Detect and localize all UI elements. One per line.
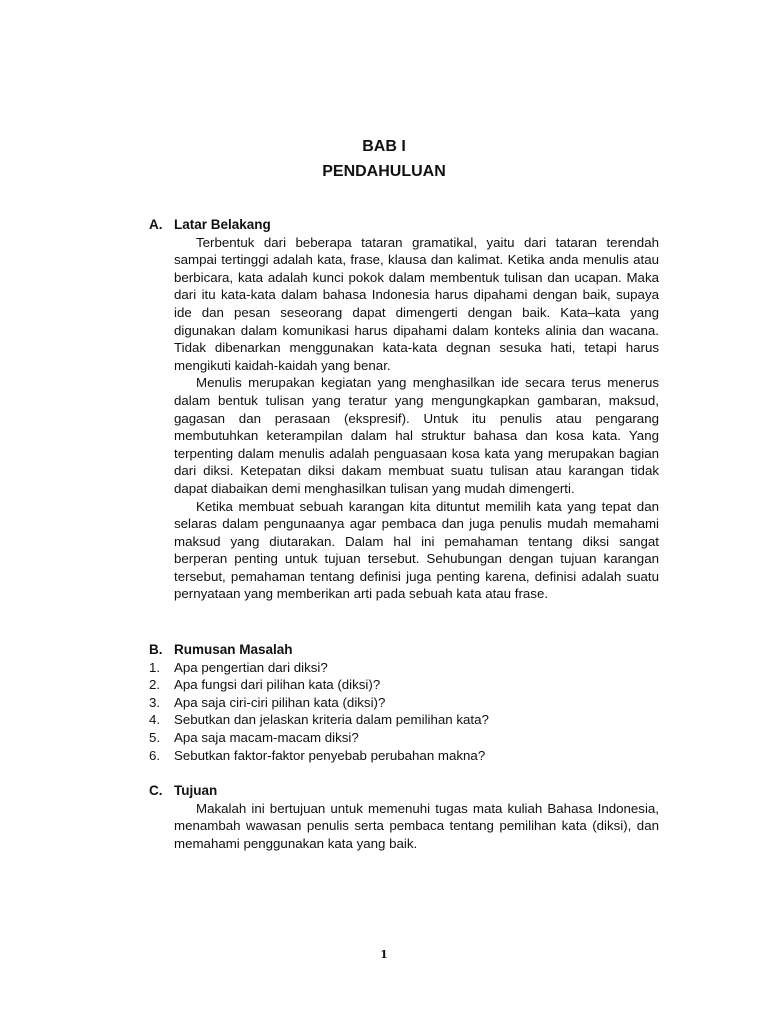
list-number: 5. — [149, 729, 161, 745]
section-heading — [149, 216, 659, 234]
list-item — [149, 694, 659, 712]
list-number: 2. — [149, 677, 161, 693]
section-title: Latar Belakang — [174, 217, 271, 232]
section-tujuan — [149, 782, 659, 852]
section-body — [174, 234, 659, 603]
paragraph: Makalah ini bertujuan untuk memenuhi tugas mata kuliah Bahasa Indonesia, menambah wawasan penulis serta pembaca tentang pemilihan kata (diksi), dan memahami penggunakan kata yang baik. — [174, 800, 659, 851]
page-number: 1 — [380, 948, 388, 961]
list-text: Sebutkan faktor-faktor penyebab perubahan makna? — [174, 747, 486, 763]
list-item — [149, 659, 659, 677]
list-item — [149, 747, 659, 765]
chapter-title: PENDAHULUAN — [322, 163, 446, 180]
section-title: Rumusan Masalah — [174, 642, 293, 657]
section-letter: C. — [149, 783, 163, 798]
list-item — [149, 711, 659, 729]
section-body — [174, 800, 659, 853]
section-latar-belakang — [149, 216, 659, 603]
question-list — [149, 659, 659, 765]
list-text: Apa pengertian dari diksi? — [174, 659, 328, 675]
list-text: Apa fungsi dari pilihan kata (diksi)? — [174, 677, 381, 693]
paragraph: Terbentuk dari beberapa tataran gramatikal, yaitu dari tataran terendah sampai tertinggi adalah kata, frase, klausa dan kalimat. Ketika anda menulis atau berbicara, kata adalah kunci pokok dalam membentuk tulisan dan ucapan. Maka dari itu kata-kata dalam bahasa Indonesia harus dipahami dengan baik, supaya ide dan pesan seseorang dapat dimengerti dengan baik. Kata–kata yang digunakan dalam komunikasi harus dipahami dalam konteks alinia dan wacana. Tidak dibenarkan menggunakan kata-kata degnan sesuka hati, tetapi harus mengikuti kaidah-kaidah yang benar. — [174, 234, 659, 373]
paragraph: Menulis merupakan kegiatan yang menghasilkan ide secara terus menerus dalam bentuk tulisan yang teratur yang mengungkapkan gambaran, maksud, gagasan dan perasaan (ekspresif). Untuk itu penulis atau pengarang membutuhkan keterampilan dalam hal struktur bahasa dan kosa kata. Yang terpenting dalam menulis adalah penguasaan kosa kata yang merupakan bagian dari diksi. Ketepatan diksi dakam membuat suatu tulisan atau karangan tidak dapat diabaikan demi menghasilkan tulisan yang mudah dimengerti. — [174, 375, 659, 496]
section-heading — [149, 782, 659, 800]
list-item — [149, 729, 659, 747]
list-number: 6. — [149, 747, 161, 763]
list-text: Apa saja ciri-ciri pilihan kata (diksi)? — [174, 694, 386, 710]
section-title: Tujuan — [174, 783, 218, 798]
chapter-number: BAB I — [362, 138, 406, 155]
section-letter: A. — [149, 217, 163, 232]
section-letter: B. — [149, 642, 163, 657]
list-number: 3. — [149, 694, 161, 710]
paragraph: Ketika membuat sebuah karangan kita dituntut memilih kata yang tepat dan selaras dalam pengunaanya agar pembaca dan juga penulis mudah memahami maksud yang diutarakan. Dalam hal ini pemahaman tentang diksi sangat berperan penting untuk tujuan tersebut. Sehubungan dengan tujuan karangan tersebut, pemahaman tentang definisi juga penting karena, definisi adalah suatu pernyataan yang memberikan arti pada sebuah kata atau frase. — [174, 498, 659, 602]
section-rumusan-masalah — [149, 641, 659, 764]
list-text: Sebutkan dan jelaskan kriteria dalam pemilihan kata? — [174, 712, 489, 728]
list-item — [149, 676, 659, 694]
list-number: 4. — [149, 712, 161, 728]
list-number: 1. — [149, 659, 161, 675]
list-text: Apa saja macam-macam diksi? — [174, 729, 359, 745]
section-heading — [149, 641, 659, 659]
